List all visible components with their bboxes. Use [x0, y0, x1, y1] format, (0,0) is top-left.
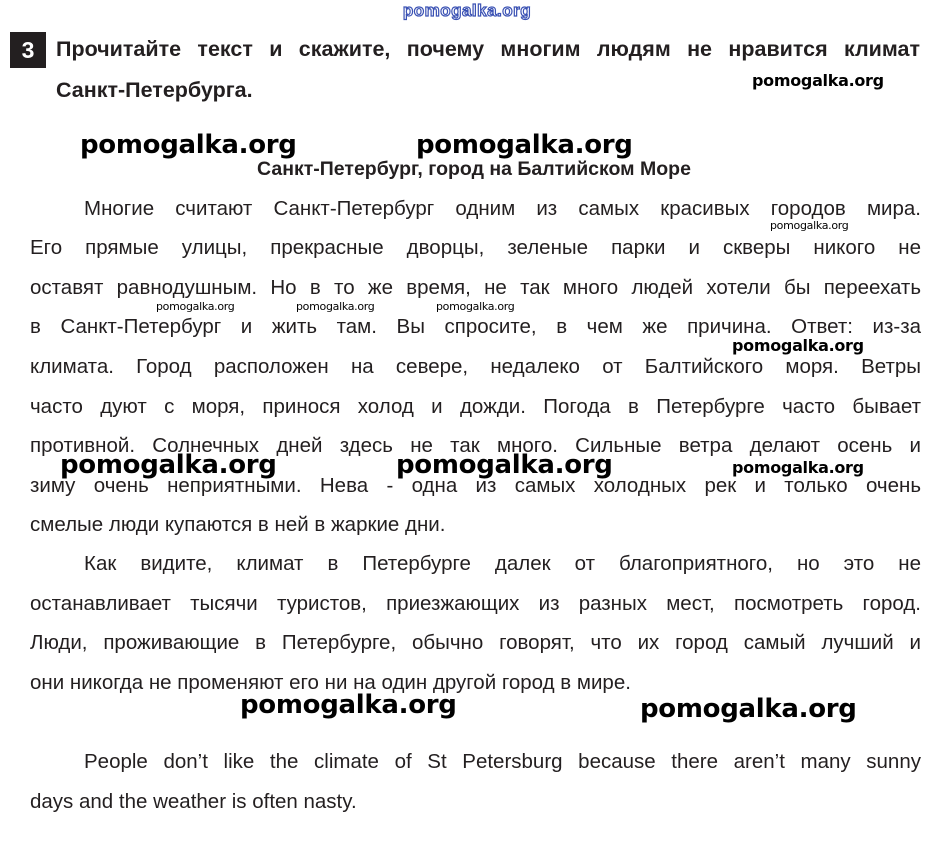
task-instruction-line-2: Санкт-Петербурга.	[56, 78, 253, 102]
article-line: Как видите, климат в Петербурге далек от благоприятного, но это не	[84, 552, 921, 575]
article-line: часто дуют с моря, принося холод и дожди. Погода в Петербурге часто бывает	[30, 395, 921, 418]
article-line: они никогда не променяют его ни на один другой город в мире.	[30, 671, 631, 694]
article-line: противной. Солнечных дней здесь не так много. Сильные ветра делают осень и	[30, 434, 921, 457]
article-line: останавливает тысячи туристов, приезжающих из разных мест, посмотреть город.	[30, 592, 921, 615]
article-line: Его прямые улицы, прекрасные дворцы, зеленые парки и скверы никого не	[30, 236, 921, 259]
article-line: оставят равнодушным. Но в то же время, не так много людей хотели бы переехать	[30, 276, 921, 299]
article-title: Санкт-Петербург, город на Балтийском Море	[257, 158, 691, 180]
watermark: pomogalka.org	[770, 219, 849, 232]
answer-line-1: People don’t like the climate of St Petersburg because there aren’t many sunny	[84, 750, 921, 773]
watermark: pomogalka.org	[416, 130, 633, 160]
watermark: pomogalka.org	[240, 690, 457, 720]
watermark: pomogalka.org	[732, 336, 864, 355]
task-instruction-line-1: Прочитайте текст и скажите, почему многим людям не нравится климат	[56, 37, 920, 61]
article-line: Люди, проживающие в Петербурге, обычно говорят, что их город самый лучший и	[30, 631, 921, 654]
answer-line-2: days and the weather is often nasty.	[30, 790, 357, 813]
watermark: pomogalka.org	[296, 300, 375, 313]
task-number-badge: 3	[10, 32, 46, 68]
watermark: pomogalka.org	[396, 450, 613, 480]
watermark: pomogalka.org	[60, 450, 277, 480]
watermark: pomogalka.org	[436, 300, 515, 313]
article-line: зиму очень неприятными. Нева - одна из самых холодных рек и только очень	[30, 474, 921, 497]
watermark: pomogalka.org	[156, 300, 235, 313]
article-line: климата. Город расположен на севере, недалеко от Балтийского моря. Ветры	[30, 355, 921, 378]
watermark: pomogalka.org	[732, 458, 864, 477]
site-watermark-top: pomogalka.org	[402, 1, 532, 20]
article-line: в Санкт-Петербург и жить там. Вы спросите, в чем же причина. Ответ: из-за	[30, 315, 921, 338]
article-line: Многие считают Санкт-Петербург одним из самых красивых городов мира.	[84, 197, 921, 220]
article-line: смелые люди купаются в ней в жаркие дни.	[30, 513, 446, 536]
watermark: pomogalka.org	[80, 130, 297, 160]
watermark: pomogalka.org	[752, 71, 884, 90]
watermark: pomogalka.org	[640, 694, 857, 724]
